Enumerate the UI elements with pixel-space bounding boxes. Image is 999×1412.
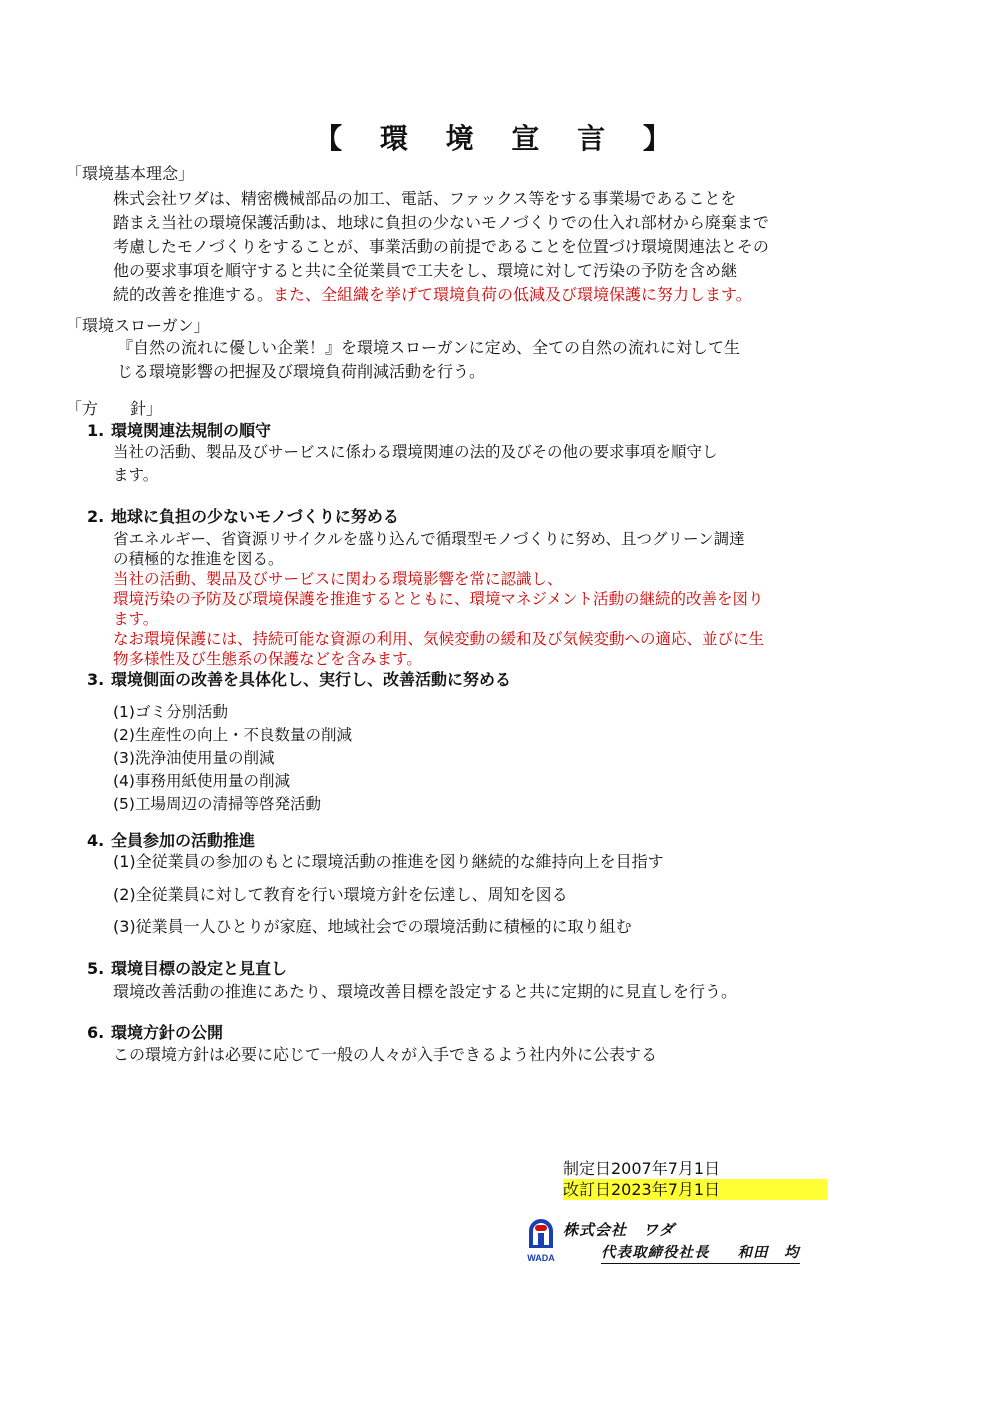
policy-item-line: この環境方針は必要に応じて一般の人々が入手できるよう社内外に公表する	[113, 1045, 658, 1064]
policy-item-1-body	[113, 441, 833, 487]
policy-subitem: (1)全従業員の参加のもとに環境活動の推進を図り継続的な維持向上を目指す	[113, 852, 664, 871]
policy-item-number: 1.	[87, 421, 105, 440]
company-logo-icon	[525, 1215, 557, 1265]
policy-item-title-text: 環境方針の公開	[111, 1023, 224, 1042]
logo-text: WADA	[527, 1253, 555, 1263]
policy-item-red-line: 物多様性及び生態系の保護などを含みます。	[113, 650, 422, 668]
policy-item-2-title	[87, 506, 399, 528]
company-name: 株式会社 ワダ	[563, 1221, 675, 1239]
page-title: 【 環 境 宣 言 】	[314, 122, 685, 155]
policy-item-red-line: ます。	[113, 610, 159, 628]
policy-item-number: 5.	[87, 959, 105, 978]
policy-item-title-text: 環境関連法規制の順守	[111, 421, 272, 440]
philosophy-heading: 「環境基本理念」	[66, 164, 195, 183]
policy-subitem: (1)ゴミ分別活動	[113, 703, 228, 721]
policy-heading: 「方 針」	[66, 399, 163, 418]
philosophy-line: 他の要求事項を順守すると共に全従業員で工夫をし、環境に対して汚染の予防を含め継	[113, 261, 738, 280]
policy-item-5-title	[87, 958, 287, 980]
policy-item-line: 省エネルギー、省資源リサイクルを盛り込んで循環型モノづくりに努め、且つグリーン調達	[113, 530, 745, 548]
representative	[601, 1241, 800, 1264]
philosophy-paragraph	[113, 187, 843, 307]
policy-item-title-text: 環境目標の設定と見直し	[111, 959, 288, 978]
policy-item-title-text: 全員参加の活動推進	[111, 831, 256, 850]
policy-subitem: (4)事務用紙使用量の削減	[113, 772, 290, 790]
policy-subitem: (2)全従業員に対して教育を行い環境方針を伝達し、周知を図る	[113, 885, 568, 904]
policy-item-title-text: 環境側面の改善を具体化し、実行し、改善活動に努める	[111, 670, 512, 689]
slogan-paragraph	[117, 336, 847, 384]
representative-title: 代表取締役社長	[601, 1244, 710, 1261]
policy-item-red-line: 環境汚染の予防及び環境保護を推進するとともに、環境マネジメント活動の継続的改善を図り	[113, 590, 764, 608]
slogan-line: 『自然の流れに優しい企業！』を環境スローガンに定め、全ての自然の流れに対して生	[117, 338, 741, 357]
revised-date-wrap	[563, 1179, 827, 1200]
representative-name: 和田 均	[737, 1244, 800, 1261]
policy-item-red-line: なお環境保護には、持続可能な資源の利用、気候変動の緩和及び気候変動への適応、並びに生	[113, 630, 765, 648]
policy-item-number: 3.	[87, 670, 105, 689]
philosophy-last-red: また、全組織を挙げて環境負荷の低減及び環境保護に努力します。	[273, 285, 752, 304]
policy-item-3-subitems	[113, 701, 833, 816]
policy-item-title-text: 地球に負担の少ないモノづくりに努める	[111, 507, 399, 526]
policy-item-4-title	[87, 830, 255, 852]
slogan-line: じる環境影響の把握及び環境負荷削減活動を行う。	[117, 362, 486, 381]
philosophy-line: 株式会社ワダは、精密機械部品の加工、電話、ファックス等をする事業場であることを	[113, 189, 737, 208]
philosophy-line: 考慮したモノづくりをすることが、事業活動の前提であることを位置づけ環境関連法とその	[113, 237, 769, 256]
policy-item-1-title	[87, 420, 271, 442]
established-date: 制定日2007年7月1日	[563, 1159, 721, 1178]
policy-item-line: 環境改善活動の推進にあたり、環境改善目標を設定すると共に定期的に見直しを行う。	[113, 982, 738, 1001]
slogan-heading: 「環境スローガン」	[66, 316, 210, 335]
policy-subitem: (5)工場周辺の清掃等啓発活動	[113, 795, 321, 813]
philosophy-line: 踏まえ当社の環境保護活動は、地球に負担の少ないモノづくりでの仕入れ部材から廃棄まで	[113, 213, 769, 232]
policy-item-line: の積極的な推進を図る。	[113, 550, 284, 568]
philosophy-last-black: 続的改善を推進する。	[113, 285, 274, 304]
policy-item-2-body	[113, 529, 833, 669]
policy-item-6-title	[87, 1022, 223, 1044]
policy-item-number: 4.	[87, 831, 105, 850]
policy-subitem: (3)従業員一人ひとりが家庭、地域社会での環境活動に積極的に取り組む	[113, 917, 632, 936]
policy-item-3-title	[87, 669, 511, 691]
policy-subitem: (3)洗浄油使用量の削減	[113, 749, 275, 767]
policy-item-line: 当社の活動、製品及びサービスに係わる環境関連の法的及びその他の要求事項を順守し	[113, 443, 718, 461]
philosophy-last-line	[113, 283, 843, 307]
policy-item-number: 6.	[87, 1023, 105, 1042]
policy-item-number: 2.	[87, 507, 105, 526]
policy-item-line: ます。	[113, 466, 159, 484]
policy-subitem: (2)生産性の向上・不良数量の削減	[113, 726, 352, 744]
revised-date: 改訂日2023年7月1日	[563, 1179, 827, 1200]
policy-item-red-line: 当社の活動、製品及びサービスに関わる環境影響を常に認識し、	[113, 570, 563, 588]
